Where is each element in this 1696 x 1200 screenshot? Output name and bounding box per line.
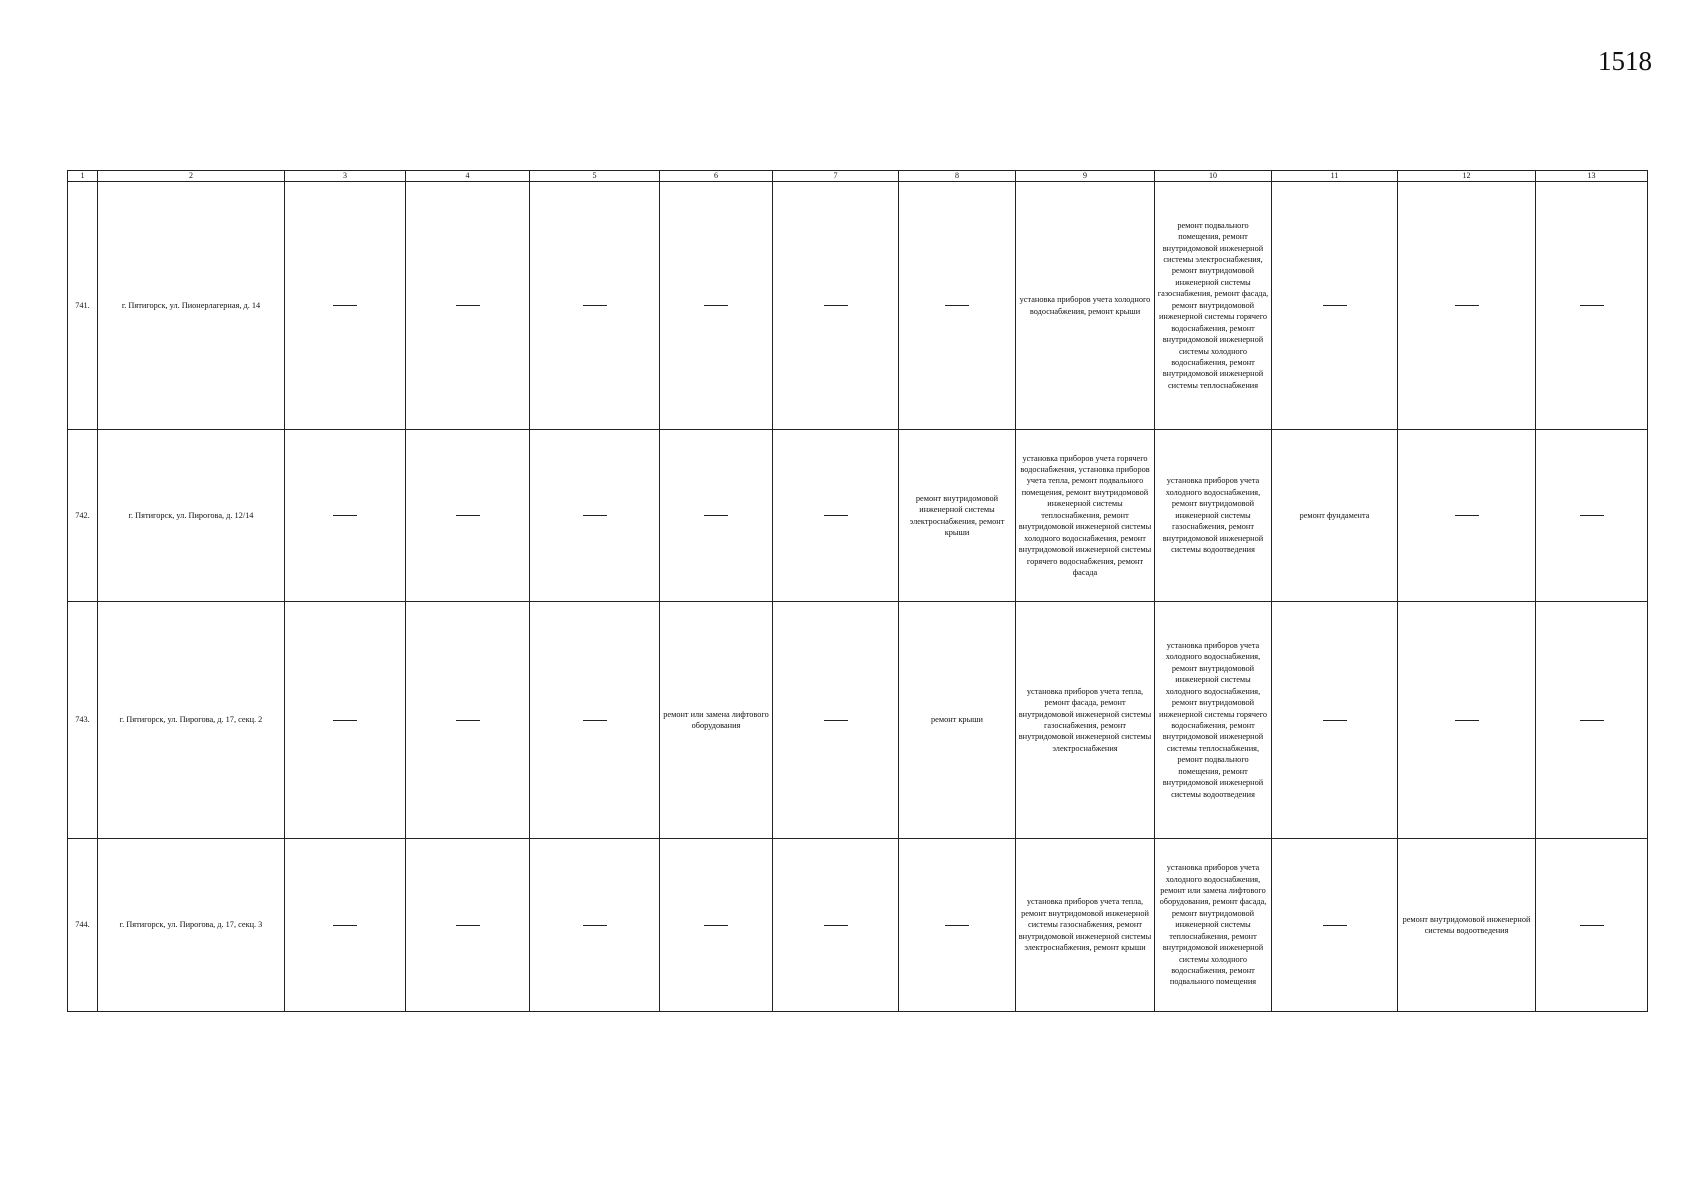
- address-cell: г. Пятигорск, ул. Пирогова, д. 17, секц. 2: [98, 602, 285, 839]
- work-cell-col-4: [406, 602, 530, 839]
- work-cell-col-12: [1398, 182, 1536, 430]
- column-number-row: [68, 171, 1648, 182]
- work-cell-col-9: установка приборов учета тепла, ремонт фасада, ремонт внутридомовой инженерной системы газоснабжения, ремонт внутридомовой инженерной системы электроснабжения: [1016, 602, 1155, 839]
- work-cell-col-9: установка приборов учета горячего водоснабжения, установка приборов учета тепла, ремонт подвального помещения, ремонт внутридомовой инженерной системы теплоснабжения, ремонт внутридомовой инженерной системы холодного водоснабжения, ремонт внутридомовой инженерной системы горячего водоснабжения, ремонт фасада: [1016, 430, 1155, 602]
- dash-mark: [824, 515, 848, 516]
- column-header: 4: [406, 171, 530, 182]
- work-cell-col-10: установка приборов учета холодного водоснабжения, ремонт или замена лифтового оборудования, ремонт фасада, ремонт внутридомовой инженерной системы теплоснабжения, ремонт внутридомовой инженерной системы холодного водоснабжения, ремонт подвального помещения: [1155, 839, 1272, 1012]
- work-cell-col-7: [773, 182, 899, 430]
- dash-mark: [945, 305, 969, 306]
- dash-mark: [583, 515, 607, 516]
- dash-mark: [1323, 720, 1347, 721]
- dash-mark: [333, 720, 357, 721]
- dash-mark: [583, 925, 607, 926]
- column-header: 9: [1016, 171, 1155, 182]
- work-cell-col-4: [406, 839, 530, 1012]
- dash-mark: [583, 720, 607, 721]
- work-cell-col-6: [660, 430, 773, 602]
- row-number-cell: 742.: [68, 430, 98, 602]
- work-cell-col-7: [773, 602, 899, 839]
- work-cell-col-4: [406, 430, 530, 602]
- column-header: 12: [1398, 171, 1536, 182]
- work-cell-col-13: [1536, 839, 1648, 1012]
- work-cell-col-12: [1398, 602, 1536, 839]
- dash-mark: [1455, 720, 1479, 721]
- column-header: 10: [1155, 171, 1272, 182]
- dash-mark: [456, 720, 480, 721]
- dash-mark: [1455, 305, 1479, 306]
- repair-schedule-table: [67, 170, 1648, 1012]
- work-cell-col-12: ремонт внутридомовой инженерной системы водоотведения: [1398, 839, 1536, 1012]
- column-header: 8: [899, 171, 1016, 182]
- work-cell-col-8: ремонт внутридомовой инженерной системы электроснабжения, ремонт крыши: [899, 430, 1016, 602]
- work-cell-col-5: [530, 602, 660, 839]
- table-row: [68, 430, 1648, 602]
- dash-mark: [824, 925, 848, 926]
- work-cell-col-11: [1272, 602, 1398, 839]
- work-cell-col-10: установка приборов учета холодного водоснабжения, ремонт внутридомовой инженерной системы холодного водоснабжения, ремонт внутридомовой инженерной системы горячего водоснабжения, ремонт внутридомовой инженерной системы теплоснабжения, ремонт подвального помещения, ремонт внутридомовой инженерной системы водоотведения: [1155, 602, 1272, 839]
- dash-mark: [1580, 720, 1604, 721]
- work-cell-col-7: [773, 839, 899, 1012]
- dash-mark: [704, 925, 728, 926]
- work-cell-col-11: ремонт фундамента: [1272, 430, 1398, 602]
- dash-mark: [1580, 925, 1604, 926]
- dash-mark: [333, 925, 357, 926]
- work-cell-col-8: [899, 182, 1016, 430]
- table-row: [68, 839, 1648, 1012]
- dash-mark: [1455, 515, 1479, 516]
- column-header: 11: [1272, 171, 1398, 182]
- table-row: [68, 182, 1648, 430]
- work-cell-col-5: [530, 182, 660, 430]
- row-number-cell: 743.: [68, 602, 98, 839]
- dash-mark: [583, 305, 607, 306]
- dash-mark: [456, 515, 480, 516]
- dash-mark: [945, 925, 969, 926]
- dash-mark: [456, 925, 480, 926]
- dash-mark: [456, 305, 480, 306]
- work-cell-col-6: ремонт или замена лифтового оборудования: [660, 602, 773, 839]
- column-header: 2: [98, 171, 285, 182]
- work-cell-col-9: установка приборов учета тепла, ремонт внутридомовой инженерной системы газоснабжения, ремонт внутридомовой инженерной системы электроснабжения, ремонт крыши: [1016, 839, 1155, 1012]
- work-cell-col-11: [1272, 839, 1398, 1012]
- work-cell-col-12: [1398, 430, 1536, 602]
- address-cell: г. Пятигорск, ул. Пионерлагерная, д. 14: [98, 182, 285, 430]
- work-cell-col-5: [530, 839, 660, 1012]
- work-cell-col-3: [285, 182, 406, 430]
- dash-mark: [1580, 515, 1604, 516]
- column-header: 3: [285, 171, 406, 182]
- address-cell: г. Пятигорск, ул. Пирогова, д. 17, секц. 3: [98, 839, 285, 1012]
- work-cell-col-13: [1536, 602, 1648, 839]
- work-cell-col-7: [773, 430, 899, 602]
- table-body: [68, 182, 1648, 1012]
- dash-mark: [333, 305, 357, 306]
- work-cell-col-8: [899, 839, 1016, 1012]
- table-row: [68, 602, 1648, 839]
- work-cell-col-9: установка приборов учета холодного водоснабжения, ремонт крыши: [1016, 182, 1155, 430]
- dash-mark: [704, 515, 728, 516]
- column-header: 6: [660, 171, 773, 182]
- work-cell-col-10: ремонт подвального помещения, ремонт внутридомовой инженерной системы электроснабжения, ремонт внутридомовой инженерной системы газоснабжения, ремонт фасада, ремонт внутридомовой инженерной системы горячего водоснабжения, ремонт внутридомовой инженерной системы холодного водоснабжения, ремонт внутридомовой инженерной системы теплоснабжения: [1155, 182, 1272, 430]
- dash-mark: [1580, 305, 1604, 306]
- work-cell-col-8: ремонт крыши: [899, 602, 1016, 839]
- work-cell-col-6: [660, 839, 773, 1012]
- column-header: 13: [1536, 171, 1648, 182]
- work-cell-col-3: [285, 430, 406, 602]
- page-number: 1518: [1598, 46, 1652, 76]
- dash-mark: [704, 305, 728, 306]
- work-cell-col-13: [1536, 182, 1648, 430]
- work-cell-col-4: [406, 182, 530, 430]
- work-cell-col-3: [285, 839, 406, 1012]
- work-cell-col-13: [1536, 430, 1648, 602]
- work-cell-col-10: установка приборов учета холодного водоснабжения, ремонт внутридомовой инженерной системы газоснабжения, ремонт внутридомовой инженерной системы водоотведения: [1155, 430, 1272, 602]
- work-cell-col-5: [530, 430, 660, 602]
- address-cell: г. Пятигорск, ул. Пирогова, д. 12/14: [98, 430, 285, 602]
- dash-mark: [824, 305, 848, 306]
- row-number-cell: 744.: [68, 839, 98, 1012]
- column-header: 7: [773, 171, 899, 182]
- work-cell-col-6: [660, 182, 773, 430]
- work-cell-col-3: [285, 602, 406, 839]
- row-number-cell: 741.: [68, 182, 98, 430]
- column-header: 5: [530, 171, 660, 182]
- dash-mark: [1323, 925, 1347, 926]
- column-header: 1: [68, 171, 98, 182]
- work-cell-col-11: [1272, 182, 1398, 430]
- dash-mark: [1323, 305, 1347, 306]
- dash-mark: [824, 720, 848, 721]
- dash-mark: [333, 515, 357, 516]
